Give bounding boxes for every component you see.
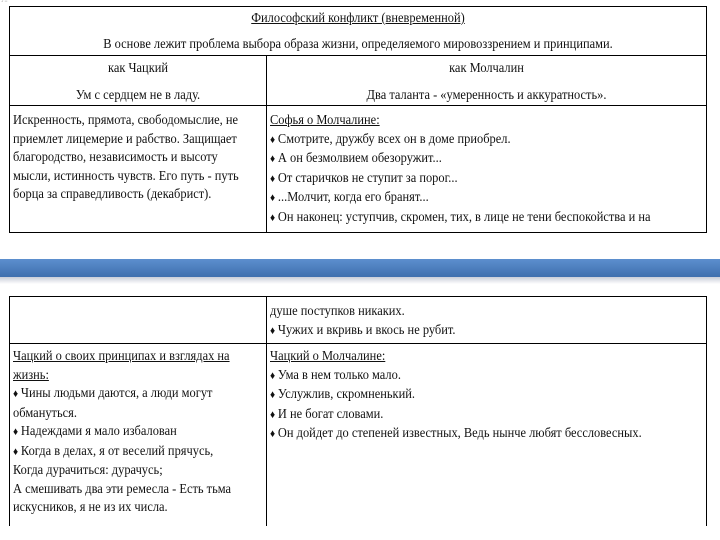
- table-title: Философский конфликт (вневременной): [251, 10, 465, 25]
- content-row: [10, 106, 706, 233]
- sofia-quote-item: ♦ Он наконец: уступчив, скромен, тих, в лице не тени беспокойства и на: [270, 208, 668, 228]
- chatsky-description: [13, 111, 243, 204]
- chatsky-principle-item: искусников, я не из их числа.: [13, 499, 168, 514]
- principles-row: [10, 344, 706, 526]
- chatsky-quote-item: ♦ Ума в нем только мало.: [270, 366, 668, 386]
- chatsky-principles-heading-line: Чацкий о своих принципах и взглядах на: [13, 348, 230, 363]
- chatsky-on-molchalin-heading: Чацкий о Молчалине:: [270, 348, 386, 363]
- sofia-quotes-continued: [270, 302, 668, 340]
- chatsky-principles-heading-line: жизнь:: [13, 366, 49, 382]
- sofia-quote-item: ♦ ...Молчит, когда его бранят...: [270, 188, 668, 208]
- table-title-row: [10, 7, 706, 56]
- chatsky-principle-item: обмануться.: [13, 404, 77, 420]
- molchalin-column-header: как Молчалин: [449, 60, 524, 75]
- chatsky-quote-item: ♦ Услужлив, скромненький.: [270, 385, 668, 405]
- sofia-quote-item: ♦ От старичков не ступит за порог...: [270, 169, 668, 189]
- chatsky-description-line: приемлет лицемерие и рабство. Защищает: [13, 130, 237, 146]
- quotes-table-continued: [9, 296, 707, 526]
- chatsky-on-molchalin: [270, 347, 668, 444]
- sofia-quote-item: ♦ А он безмолвием обезоружит...: [270, 149, 668, 169]
- corner-mark: ´¨: [0, 0, 8, 9]
- sofia-quotes: [270, 111, 668, 227]
- molchalin-motto: Два таланта - «умеренность и аккуратность».: [366, 86, 607, 102]
- chatsky-column-header: как Чацкий: [107, 60, 169, 75]
- chatsky-description-line: мысли, истинность чувств. Его путь - путь: [13, 167, 239, 183]
- column-header-row: [10, 56, 706, 106]
- slide-divider-band: [0, 259, 720, 277]
- chatsky-motto: Ум с сердцем не в ладу.: [75, 86, 201, 102]
- sofia-quote-item: ♦ Чужих и вкривь и вкось не рубит.: [270, 321, 668, 341]
- continued-row: [10, 297, 706, 344]
- sofia-quote-continued-line: душе поступков никаких.: [270, 303, 405, 318]
- chatsky-principle-item: ♦ Надеждами я мало избалован: [13, 422, 243, 442]
- chatsky-quote-item: ♦ И не богат словами.: [270, 405, 668, 425]
- chatsky-principles: [13, 347, 243, 517]
- chatsky-description-line: борца за справедливость (декабрист).: [13, 186, 212, 201]
- sofia-quote-item: ♦ Смотрите, дружбу всех он в доме приобрел.: [270, 130, 668, 150]
- table-subtitle: В основе лежит проблема выбора образа жизни, определяемого мировоззрением и принципами.: [103, 35, 613, 51]
- chatsky-principle-item: А смешивать два эти ремесла - Есть тьма: [13, 480, 232, 496]
- chatsky-description-line: Искренность, прямота, свободомыслие, не: [13, 112, 239, 127]
- chatsky-principle-item: Когда дурачиться: дурачусь;: [13, 462, 163, 477]
- slide-divider-shadow: [0, 277, 720, 284]
- chatsky-principle-item: ♦ Когда в делах, я от веселий прячусь,: [13, 442, 243, 462]
- chatsky-principle-item: ♦ Чины людьми даются, а люди могут: [13, 384, 243, 404]
- chatsky-quote-item: ♦ Он дойдет до степеней известных, Ведь нынче любят бессловесных.: [270, 424, 668, 444]
- sofia-heading: Софья о Молчалине:: [270, 112, 380, 127]
- chatsky-description-line: благородство, независимость и высоту: [13, 149, 218, 164]
- philosophy-conflict-table: [9, 6, 707, 233]
